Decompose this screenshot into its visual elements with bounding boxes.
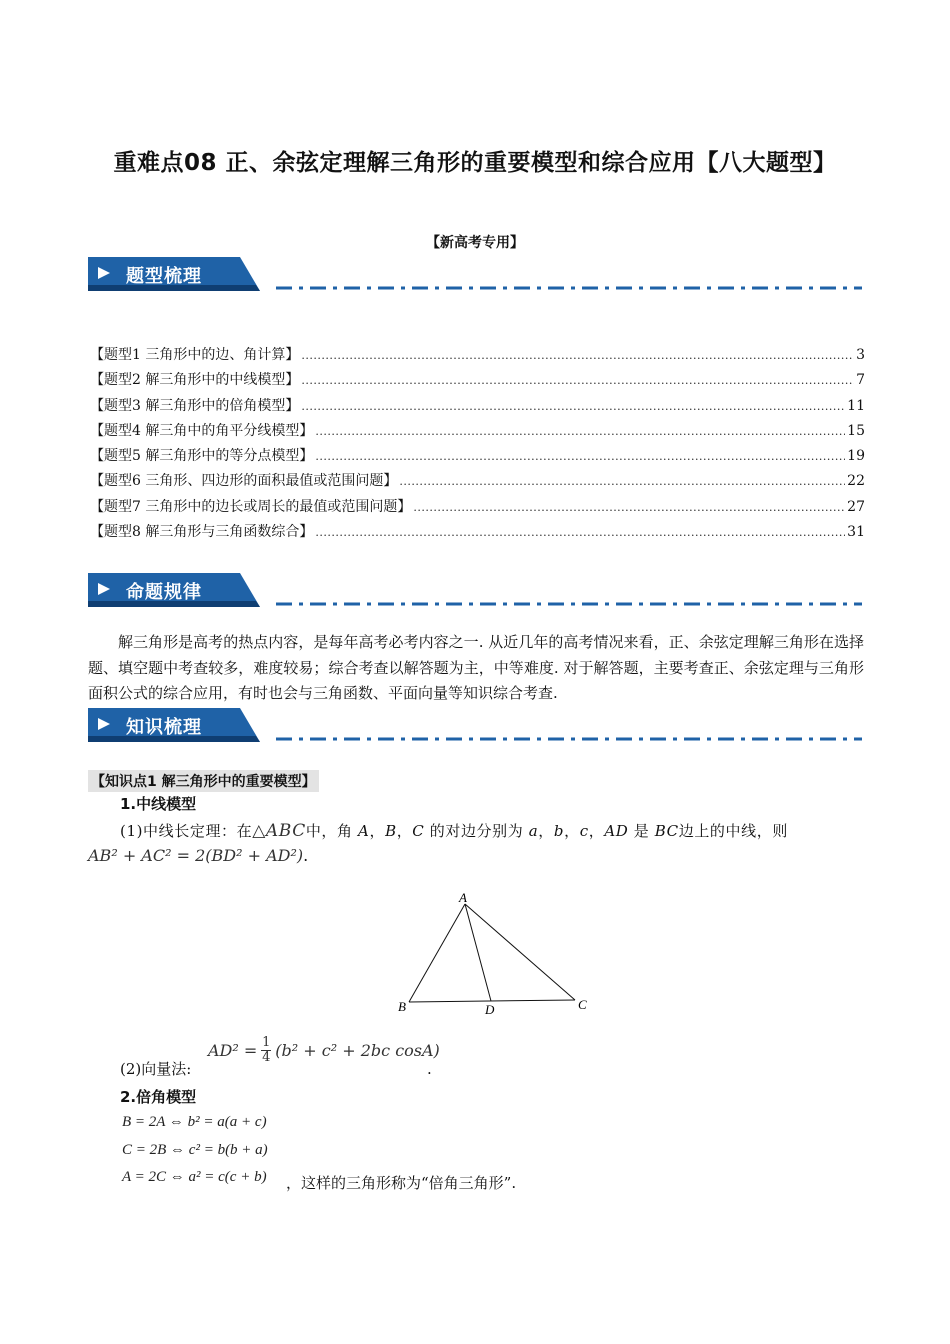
toc-item-page: 31 — [847, 524, 865, 541]
toc-item-page: 15 — [847, 422, 865, 439]
toc-leader-dots — [413, 495, 845, 520]
toc-item[interactable] — [90, 419, 865, 444]
median-model-heading: 1.中线模型 — [120, 795, 197, 813]
toc-item-page: 3 — [856, 347, 865, 363]
page-title: 重难点08 正、余弦定理解三角形的重要模型和综合应用【八大题型】 — [113, 150, 837, 176]
side-ac — [465, 904, 575, 1000]
sep: ， — [588, 822, 605, 840]
toc-leader-dots — [315, 520, 845, 545]
knowledge-point-title: 【知识点1 解三角形中的重要模型】 — [88, 770, 319, 792]
var-b-upper: B — [385, 822, 397, 840]
page-subtitle: 【新高考专用】 — [426, 235, 524, 251]
double-angle-heading: 2.倍角模型 — [120, 1088, 197, 1106]
banner-types — [88, 257, 863, 293]
toc-leader-dots — [315, 444, 845, 469]
triangle-figure — [392, 888, 592, 1020]
toc-item-label: 【题型6 三角形、四边形的面积最值或范围问题】 — [90, 473, 398, 490]
toc-item-page: 19 — [847, 448, 865, 465]
var-ad: AD — [604, 822, 629, 840]
toc-leader-dots — [301, 368, 854, 393]
toc-item-label: 【题型7 三角形中的边长或周长的最值或范围问题】 — [90, 498, 412, 515]
toc-item-label: 【题型1 三角形中的边、角计算】 — [90, 347, 300, 363]
formula-rhs: (b² + c² + 2bc cosA) — [275, 1041, 440, 1060]
text: 中，角 — [305, 822, 353, 840]
vertex-label-d: D — [485, 1002, 495, 1017]
period: . — [427, 1060, 432, 1078]
var-c: c — [579, 822, 589, 840]
dash-line-divider — [276, 736, 862, 742]
toc-item[interactable] — [90, 343, 865, 368]
dash-line-divider — [276, 601, 862, 607]
banner-knowledge — [88, 708, 863, 744]
toc-item[interactable] — [90, 495, 865, 520]
toc-leader-dots — [301, 343, 854, 368]
fraction-denominator: 4 — [262, 1050, 271, 1065]
median-formula-line — [88, 846, 308, 865]
var-c-upper: C — [412, 822, 425, 840]
toc-item-label: 【题型8 解三角形与三角函数综合】 — [90, 524, 314, 541]
toc-item-label: 【题型4 解三角中的角平分线模型】 — [90, 422, 314, 439]
toc-item-page: 11 — [847, 397, 865, 414]
toc-leader-dots — [301, 394, 845, 419]
triangle-abc: △ABC — [252, 821, 306, 841]
toc-item-label: 【题型5 解三角形中的等分点模型】 — [90, 448, 314, 465]
rules-paragraph: 解三角形是高考的热点内容，是每年高考必考内容之一. 从近几年的高考情况来看，正、余弦定理解三角形在选择题、填空题中考查较多，难度较易；综合考查以解答题为主，中等难度. 对于解答题，主要考查正、余弦定理与三角形面积公式的综合应用，有时也会与三角函数、平面向量等知识综合考查. — [88, 633, 864, 702]
period: . — [303, 846, 309, 865]
toc-leader-dots — [399, 469, 845, 494]
vertex-label-a: A — [459, 890, 467, 905]
var-bc: BC — [654, 822, 679, 840]
banner-rules — [88, 573, 863, 609]
text: (1)中线长定理：在 — [120, 822, 253, 840]
double-angle-note: ，这样的三角形称为“倍角三角形”. — [286, 1174, 517, 1192]
toc-item[interactable] — [90, 444, 865, 469]
text: 边上的中线，则 — [678, 822, 788, 840]
median-ad — [465, 904, 491, 1001]
var-a: a — [528, 822, 539, 840]
banner-types-label: 题型梳理 — [126, 266, 202, 287]
side-ab — [409, 904, 465, 1002]
vertex-label-b: B — [398, 999, 406, 1014]
banner-knowledge-label: 知识梳理 — [126, 717, 202, 738]
toc-item-page: 27 — [847, 498, 865, 515]
toc-item[interactable] — [90, 520, 865, 545]
fraction-numerator: 1 — [262, 1035, 271, 1050]
text: 的对边分别为 — [429, 822, 524, 840]
median-formula: AB² + AC² = 2(BD² + AD²) — [88, 846, 304, 865]
text: 是 — [633, 822, 650, 840]
var-b: b — [553, 822, 565, 840]
toc-item-page: 7 — [856, 372, 865, 389]
toc-item-label: 【题型3 解三角形中的倍角模型】 — [90, 397, 300, 414]
formula-lhs: AD² = — [208, 1041, 258, 1060]
dash-line-divider — [276, 285, 862, 291]
var-a-upper: A — [358, 822, 370, 840]
table-of-contents — [90, 343, 865, 545]
sep: ， — [396, 822, 413, 840]
toc-item-page: 22 — [847, 473, 865, 490]
median-theorem-line — [120, 820, 865, 841]
vector-formula — [208, 1036, 440, 1065]
toc-item[interactable] — [90, 469, 865, 494]
double-angle-formula-1: B = 2A ⇔ b² = a(a + c) — [122, 1114, 267, 1130]
toc-item[interactable] — [90, 394, 865, 419]
toc-item-label: 【题型2 解三角形中的中线模型】 — [90, 372, 300, 389]
toc-item[interactable] — [90, 368, 865, 393]
vertex-label-c: C — [578, 997, 587, 1012]
sep: ， — [564, 822, 580, 840]
double-angle-formula-2: C = 2B ⇔ c² = b(b + a) — [122, 1142, 268, 1158]
banner-rules-label: 命题规律 — [126, 582, 202, 603]
toc-leader-dots — [315, 419, 845, 444]
sep: ， — [369, 822, 386, 840]
fraction-one-quarter — [261, 1036, 271, 1065]
vector-method-label: (2)向量法: — [120, 1060, 192, 1078]
sep: ， — [538, 822, 554, 840]
double-angle-formula-3: A = 2C ⇔ a² = c(c + b) — [122, 1169, 267, 1185]
